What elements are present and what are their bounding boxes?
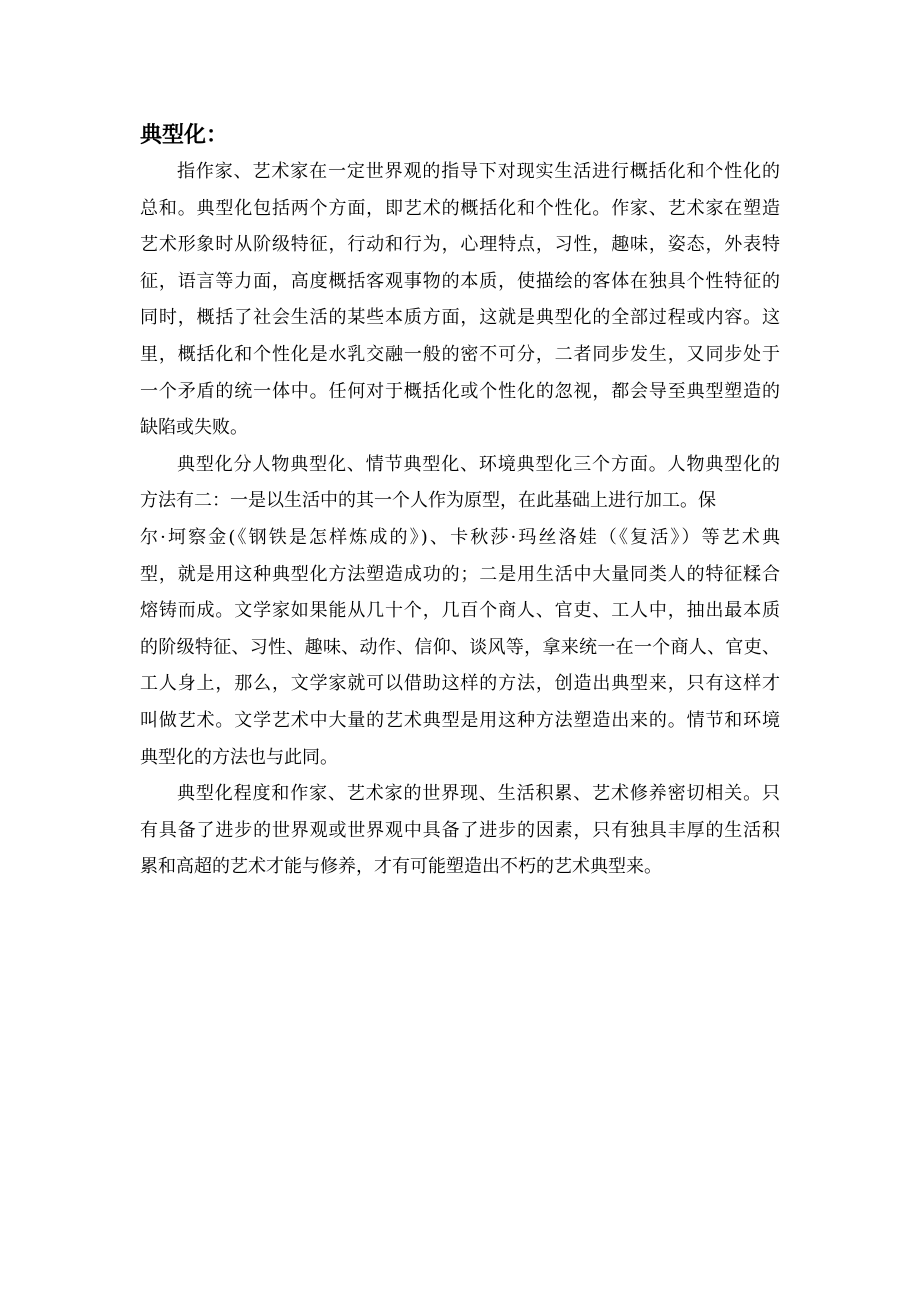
text-line: 典型化程度和作家、艺术家的世界现、生活积累、艺术修养密切相关。只 (177, 783, 780, 805)
text-line: 指作家、艺术家在一定世界观的指导下对现实生活进行概括化和个性化的 (177, 161, 780, 182)
text-line: 同时，概括了社会生活的某些本质方面，这就是典型化的全部过程或内容。这 (140, 307, 780, 329)
text-line: 型，就是用这种典型化方法塑造成功的；二是用生活中大量同类人的特征糅合 (140, 563, 780, 585)
text-line: 叫做艺术。文学艺术中大量的艺术典型是用这种方法塑造出来的。情节和环境 (140, 709, 780, 731)
text-line: 典型化的方法也与此同。 (140, 746, 338, 768)
text-line: 有具备了进步的世界观或世界观中具备了进步的因素，只有独具丰厚的生活积 (140, 819, 780, 841)
page-title: 典型化： (140, 123, 229, 148)
text-line: 熔铸而成。文学家如果能从几十个，几百个商人、官吏、工人中，抽出最本质 (140, 600, 780, 622)
text-line: 缺陷或失败。 (140, 417, 248, 439)
text-line: 工人身上，那么，文学家就可以借助这样的方法，创造出典型来，只有这样才 (140, 673, 780, 695)
text-line: 累和高超的艺术才能与修养，才有可能塑造出不朽的艺术典型来。 (140, 856, 662, 878)
text-line: 征，语言等力面，高度概括客观事物的本质，使描绘的客体在独具个性特征的 (140, 270, 780, 292)
text-line: 一个矛盾的统一体中。任何对于概括化或个性化的忽视，都会导至典型塑造的 (140, 380, 780, 402)
text-line: 艺术形象时从阶级特征，行动和行为，心理特点，习性，趣味，姿态，外表特 (140, 234, 780, 256)
text-line: 方法有二：一是以生活中的其一个人作为原型，在此基础上进行加工。保 (140, 490, 716, 512)
body-text (140, 154, 780, 886)
text-line: 的阶级特征、习性、趣味、动作、信仰、谈风等，拿来统一在一个商人、官吏、 (140, 636, 780, 658)
text-line: 典型化分人物典型化、情节典型化、环境典型化三个方面。人物典型化的 (177, 453, 780, 475)
text-line: 尔·坷察金(《钢铁是怎样炼成的》)、卡秋莎·玛丝洛娃（《复活》）等艺术典 (140, 526, 780, 548)
text-line: 里，概括化和个性化是水乳交融一般的密不可分，二者同步发生，又同步处于 (140, 343, 780, 365)
text-line: 总和。典型化包括两个方面，即艺术的概括化和个性化。作家、艺术家在塑造 (140, 197, 780, 219)
